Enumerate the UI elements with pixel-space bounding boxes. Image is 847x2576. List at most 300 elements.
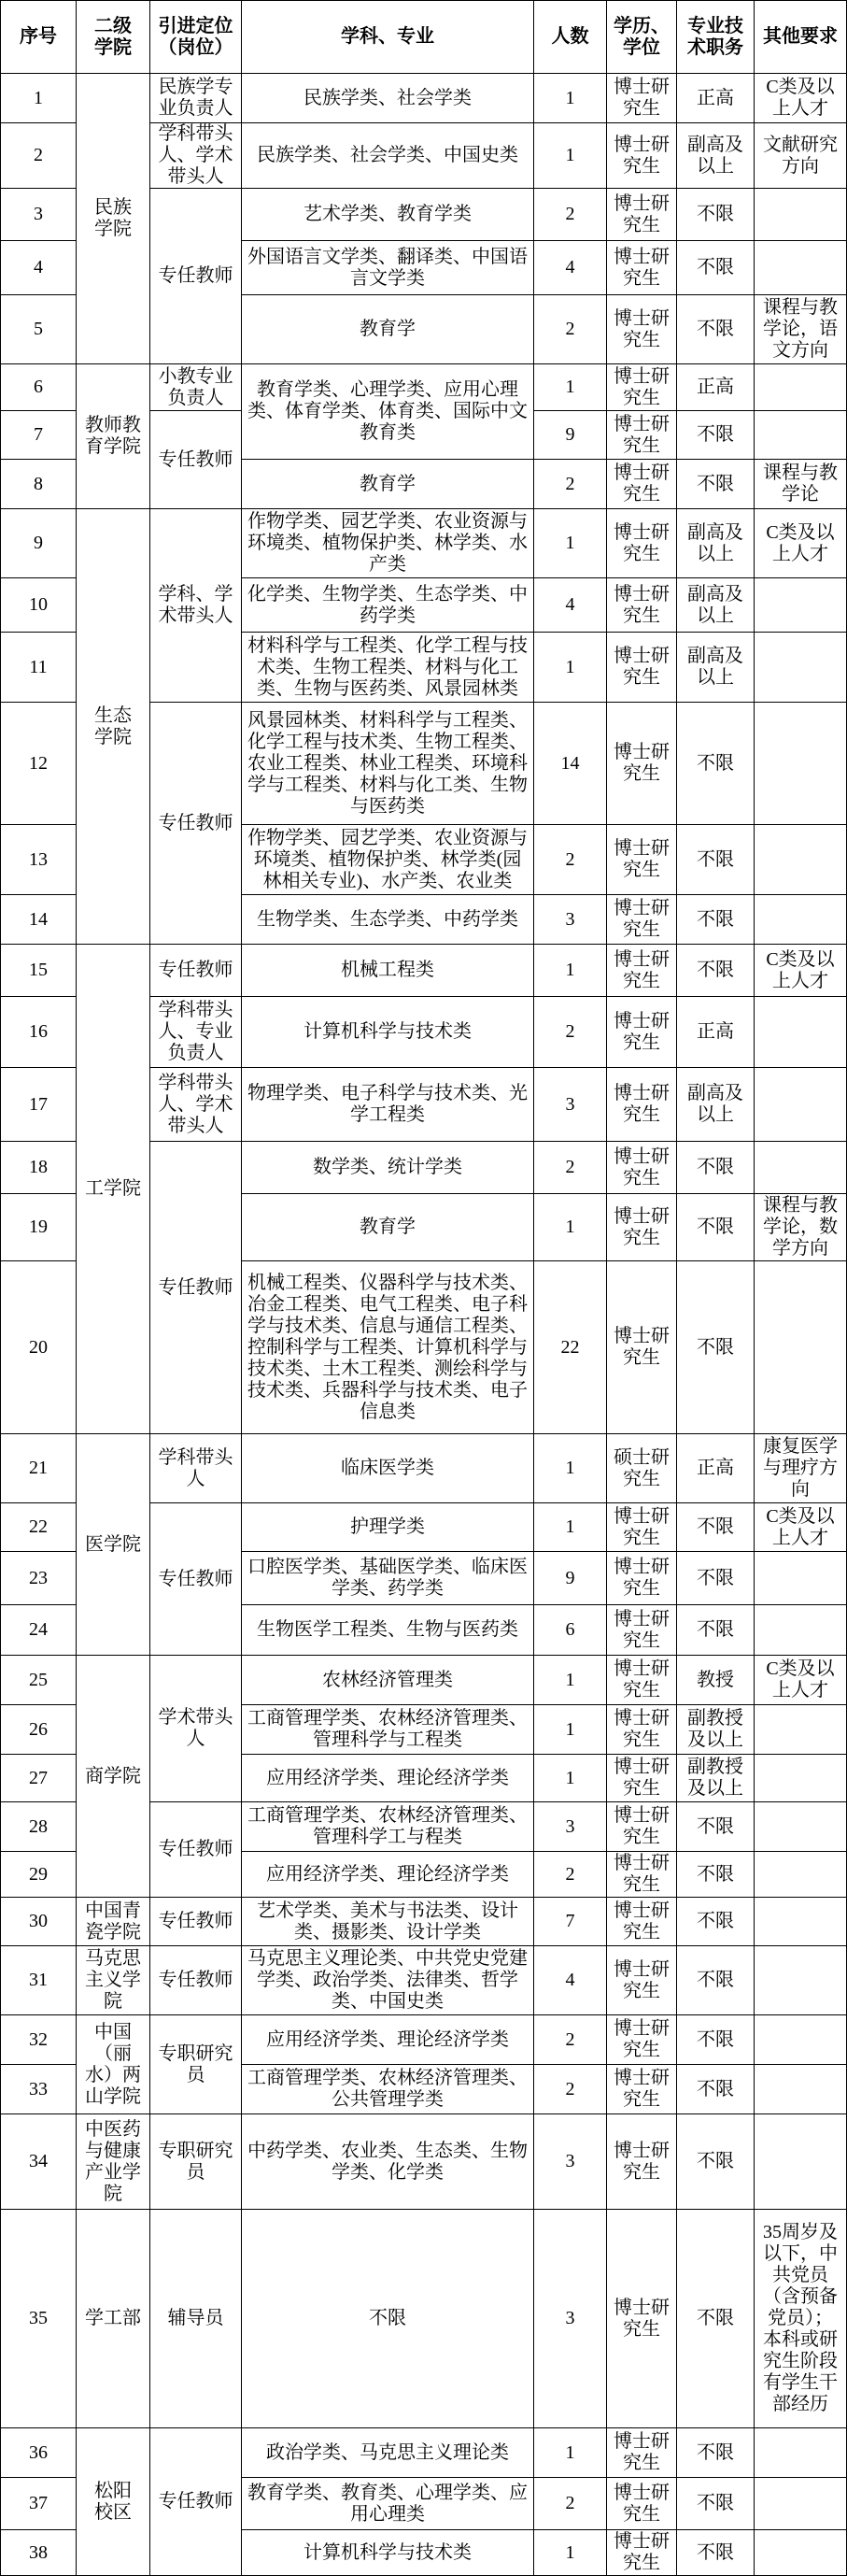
degree-text: 博士研究生: [614, 1658, 670, 1701]
degree-cell: [607, 295, 677, 364]
count-cell: [534, 2210, 607, 2428]
no-text: 38: [29, 2541, 48, 2563]
title-cell: [677, 1656, 755, 1705]
count-text: 9: [565, 424, 575, 445]
degree-cell: [607, 1705, 677, 1755]
count-text: 3: [565, 1093, 575, 1115]
title-cell: [677, 460, 755, 509]
count-text: 4: [565, 1970, 575, 1990]
other-cell: [755, 1503, 847, 1552]
count-text: 2: [565, 1863, 575, 1885]
no-cell: [1, 2114, 77, 2210]
no-text: 3: [34, 204, 43, 224]
title-cell: [677, 74, 755, 123]
no-cell: [1, 1802, 77, 1852]
header-other: [755, 1, 847, 74]
subject-cell: [242, 1946, 534, 2015]
subject-text: 农林经济管理类: [322, 1669, 453, 1690]
title-cell: [677, 411, 755, 460]
subject-text: 护理学类: [350, 1516, 425, 1537]
position-cell: [150, 703, 242, 945]
header-subject-text: 学科、专业: [341, 26, 434, 47]
subject-text: 教育学: [360, 319, 416, 339]
title-text: 不限: [697, 908, 734, 930]
title-cell: [677, 825, 755, 895]
title-text: 副高及以上: [687, 1083, 743, 1125]
subject-text: 计算机科学与技术类: [304, 2541, 472, 2563]
subject-cell: [242, 241, 534, 295]
title-cell: [677, 2478, 755, 2530]
subject-cell: [242, 2065, 534, 2114]
other-cell: [755, 633, 847, 703]
title-text: 正高: [697, 1458, 734, 1478]
other-cell: [755, 1552, 847, 1605]
no-text: 28: [29, 1815, 48, 1837]
title-text: 不限: [697, 1815, 734, 1837]
subject-text: 工商管理学类、农林经济管理类、管理科学工与程类: [247, 1805, 528, 1847]
degree-cell: [607, 633, 677, 703]
subject-cell: [242, 895, 534, 945]
header-title-text: 专业技术职务: [687, 15, 743, 58]
degree-text: 博士研究生: [614, 948, 670, 991]
other-cell: [755, 1898, 847, 1946]
subject-cell: [242, 2530, 534, 2576]
header-subject: [242, 1, 534, 74]
no-cell: [1, 2478, 77, 2530]
header-college-text: 二级学院: [94, 15, 132, 58]
degree-text: 博士研究生: [614, 1805, 670, 1847]
degree-cell: [607, 1142, 677, 1194]
count-text: 1: [565, 533, 575, 553]
no-cell: [1, 1605, 77, 1656]
subject-cell: [242, 74, 534, 123]
position-text: 学科带头人、专业负责人: [158, 1000, 233, 1063]
degree-cell: [607, 945, 677, 997]
no-text: 2: [34, 145, 43, 165]
no-cell: [1, 460, 77, 509]
title-cell: [677, 1142, 755, 1194]
no-cell: [1, 1434, 77, 1503]
other-cell: [755, 1656, 847, 1705]
subject-text: 外国语言文学类、翻译类、中国语言文学类: [247, 246, 528, 289]
subject-cell: [242, 825, 534, 895]
subject-text: 教育学: [360, 473, 416, 494]
title-cell: [677, 633, 755, 703]
count-cell: [534, 1705, 607, 1755]
count-cell: [534, 1503, 607, 1552]
header-degree-text: 学历、学位: [614, 15, 670, 58]
position-text: 学科、学术带头人: [158, 584, 233, 626]
college-text: 马克思主义学院: [85, 1948, 141, 2012]
college-text: 医学院: [85, 1533, 141, 1555]
degree-text: 博士研究生: [614, 1083, 670, 1125]
title-cell: [677, 1755, 755, 1802]
no-text: 5: [34, 319, 43, 339]
other-cell: [755, 2065, 847, 2114]
count-text: 9: [565, 1567, 575, 1588]
title-text: 不限: [697, 2078, 734, 2099]
subject-text: 工商管理学类、农林经济管理类、管理科学与工程类: [247, 1708, 528, 1750]
other-cell: [755, 1068, 847, 1142]
title-text: 不限: [697, 204, 734, 224]
degree-text: 博士研究生: [614, 1853, 670, 1895]
degree-text: 博士研究生: [614, 246, 670, 289]
other-cell: [755, 895, 847, 945]
count-cell: [534, 2428, 607, 2478]
count-text: 7: [565, 1911, 575, 1931]
other-cell: [755, 825, 847, 895]
position-cell: [150, 1898, 242, 1946]
college-text: 民族学院: [94, 197, 132, 239]
degree-cell: [607, 997, 677, 1068]
title-cell: [677, 241, 755, 295]
degree-text: 博士研究生: [614, 521, 670, 564]
college-cell: [77, 74, 150, 364]
count-cell: [534, 2015, 607, 2065]
count-cell: [534, 364, 607, 411]
college-text: 工学院: [85, 1178, 141, 1199]
count-text: 3: [565, 908, 575, 930]
no-text: 12: [29, 752, 48, 774]
no-text: 13: [29, 848, 48, 870]
no-cell: [1, 2015, 77, 2065]
count-text: 3: [565, 1815, 575, 1837]
other-cell: [755, 2114, 847, 2210]
subject-cell: [242, 2015, 534, 2065]
subject-text: 民族学类、社会学类、中国史类: [257, 145, 518, 165]
title-text: 不限: [697, 2441, 734, 2463]
degree-text: 博士研究生: [614, 1557, 670, 1599]
other-cell: [755, 295, 847, 364]
title-text: 不限: [697, 2493, 734, 2513]
count-cell: [534, 411, 607, 460]
college-cell: [77, 1434, 150, 1656]
count-cell: [534, 895, 607, 945]
no-text: 29: [29, 1863, 48, 1885]
position-cell: [150, 74, 242, 123]
header-position-text: 引进定位（岗位）: [158, 15, 233, 58]
degree-cell: [607, 1898, 677, 1946]
count-text: 2: [565, 1021, 575, 1042]
position-text: 专任教师: [158, 1911, 233, 1931]
subject-cell: [242, 1852, 534, 1898]
subject-text: 应用经济学类、理论经济学类: [266, 1863, 509, 1885]
degree-cell: [607, 703, 677, 825]
no-text: 26: [29, 1718, 48, 1740]
position-cell: [150, 1503, 242, 1656]
title-cell: [677, 578, 755, 633]
subject-cell: [242, 2428, 534, 2478]
header-title: [677, 1, 755, 74]
position-cell: [150, 945, 242, 997]
count-cell: [534, 1552, 607, 1605]
degree-cell: [607, 2210, 677, 2428]
subject-cell: [242, 945, 534, 997]
college-cell: [77, 2210, 150, 2428]
title-cell: [677, 945, 755, 997]
subject-cell: [242, 1656, 534, 1705]
no-text: 36: [29, 2441, 48, 2463]
other-cell: [755, 1705, 847, 1755]
degree-text: 博士研究生: [614, 646, 670, 688]
subject-cell: [242, 460, 534, 509]
no-cell: [1, 2065, 77, 2114]
other-text: 课程与教学论，语文方向: [763, 297, 838, 361]
title-text: 副高及以上: [687, 583, 743, 626]
title-cell: [677, 364, 755, 411]
position-cell: [150, 1802, 242, 1898]
other-cell: [755, 1852, 847, 1898]
title-cell: [677, 189, 755, 241]
title-cell: [677, 997, 755, 1068]
title-cell: [677, 1068, 755, 1142]
header-degree: [607, 1, 677, 74]
other-text: 康复医学与理疗方向: [763, 1436, 838, 1500]
degree-text: 博士研究生: [614, 1326, 670, 1368]
no-cell: [1, 578, 77, 633]
position-text: 学术带头人: [158, 1707, 233, 1749]
degree-text: 博士研究生: [614, 2431, 670, 2473]
other-cell: [755, 364, 847, 411]
no-cell: [1, 1194, 77, 1261]
no-cell: [1, 1656, 77, 1705]
header-no: [1, 1, 77, 74]
header-count: [534, 1, 607, 74]
subject-cell: [242, 2478, 534, 2530]
degree-cell: [607, 1261, 677, 1434]
no-cell: [1, 1068, 77, 1142]
no-cell: [1, 1503, 77, 1552]
other-text: 课程与教学论: [763, 463, 838, 505]
header-position: [150, 1, 242, 74]
no-text: 34: [29, 2151, 48, 2171]
other-text: C类及以上人才: [766, 1658, 835, 1701]
no-cell: [1, 895, 77, 945]
count-cell: [534, 1068, 607, 1142]
other-cell: [755, 241, 847, 295]
subject-text: 生物学类、生态学类、中药学类: [257, 908, 518, 930]
subject-cell: [242, 1434, 534, 1503]
subject-text: 不限: [369, 2308, 406, 2328]
subject-text: 艺术学类、美术与书法类、设计类、摄影类、设计学类: [257, 1900, 518, 1943]
degree-text: 博士研究生: [614, 463, 670, 505]
other-cell: [755, 1802, 847, 1852]
no-cell: [1, 509, 77, 578]
subject-cell: [242, 1755, 534, 1802]
no-text: 14: [29, 908, 48, 930]
degree-text: 博士研究生: [614, 134, 670, 177]
count-text: 6: [565, 1619, 575, 1640]
subject-cell: [242, 2114, 534, 2210]
subject-text: 工商管理学类、农林经济管理类、公共管理学类: [247, 2068, 528, 2110]
degree-cell: [607, 241, 677, 295]
degree-text: 博士研究生: [614, 1608, 670, 1651]
count-text: 1: [565, 1217, 575, 1237]
other-text: C类及以上人才: [766, 77, 835, 119]
no-cell: [1, 1142, 77, 1194]
no-text: 7: [34, 424, 43, 445]
count-cell: [534, 1605, 607, 1656]
no-text: 21: [29, 1458, 48, 1478]
degree-cell: [607, 578, 677, 633]
title-cell: [677, 1261, 755, 1434]
degree-cell: [607, 74, 677, 123]
college-cell: [77, 2114, 150, 2210]
count-text: 2: [565, 848, 575, 870]
subject-text: 机械工程类: [341, 960, 434, 980]
count-cell: [534, 2478, 607, 2530]
title-cell: [677, 1802, 755, 1852]
count-text: 1: [565, 1767, 575, 1788]
position-text: 民族学专业负责人: [158, 77, 233, 119]
count-cell: [534, 1898, 607, 1946]
no-cell: [1, 74, 77, 123]
college-cell: [77, 2428, 150, 2576]
subject-cell: [242, 633, 534, 703]
title-cell: [677, 2015, 755, 2065]
degree-text: 博士研究生: [614, 898, 670, 940]
title-cell: [677, 2210, 755, 2428]
position-text: 专任教师: [158, 1839, 233, 1859]
position-text: 专职研究员: [158, 2042, 233, 2085]
degree-cell: [607, 1605, 677, 1656]
count-cell: [534, 1946, 607, 2015]
count-text: 2: [565, 473, 575, 494]
title-text: 副高及以上: [687, 521, 743, 564]
title-text: 不限: [697, 319, 734, 339]
other-cell: [755, 997, 847, 1068]
other-text: C类及以上人才: [766, 1505, 835, 1548]
other-cell: [755, 74, 847, 123]
subject-cell: [242, 1068, 534, 1142]
title-text: 不限: [697, 1157, 734, 1177]
other-cell: [755, 1605, 847, 1656]
degree-text: 硕士研究生: [614, 1446, 670, 1489]
college-cell: [77, 1898, 150, 1946]
degree-text: 博士研究生: [614, 2297, 670, 2340]
no-cell: [1, 123, 77, 189]
title-text: 正高: [697, 377, 734, 397]
no-cell: [1, 1946, 77, 2015]
count-cell: [534, 1656, 607, 1705]
title-cell: [677, 2065, 755, 2114]
count-text: 1: [565, 2441, 575, 2463]
header-count-text: 人数: [551, 26, 589, 47]
degree-cell: [607, 1503, 677, 1552]
position-text: 专任教师: [158, 812, 233, 833]
position-cell: [150, 1656, 242, 1802]
title-cell: [677, 1552, 755, 1605]
subject-text: 数学类、统计学类: [313, 1157, 462, 1177]
degree-text: 博士研究生: [614, 1146, 670, 1188]
other-cell: [755, 2210, 847, 2428]
degree-cell: [607, 1552, 677, 1605]
position-cell: [150, 1434, 242, 1503]
degree-text: 博士研究生: [614, 742, 670, 784]
position-cell: [150, 2210, 242, 2428]
degree-cell: [607, 509, 677, 578]
count-cell: [534, 633, 607, 703]
title-cell: [677, 123, 755, 189]
other-cell: [755, 2478, 847, 2530]
degree-cell: [607, 2015, 677, 2065]
count-cell: [534, 945, 607, 997]
subject-text: 机械工程类、仪器科学与技术类、冶金工程类、电气工程类、电子科学与技术类、信息与通信工程类、控制科学与工程类、计算机科学与技术类、土木工程类、测绘科学与技术类、兵器科学与技术类、电子信息类: [247, 1272, 528, 1422]
degree-cell: [607, 1852, 677, 1898]
no-cell: [1, 295, 77, 364]
subject-text: 教育学: [360, 1217, 416, 1237]
no-text: 8: [34, 473, 43, 494]
no-text: 27: [29, 1767, 48, 1788]
subject-cell: [242, 2210, 534, 2428]
no-text: 30: [29, 1911, 48, 1931]
other-cell: [755, 1434, 847, 1503]
degree-cell: [607, 189, 677, 241]
position-text: 学科带头人: [158, 1446, 233, 1489]
count-text: 2: [565, 204, 575, 224]
no-text: 18: [29, 1157, 48, 1177]
no-cell: [1, 1552, 77, 1605]
other-cell: [755, 703, 847, 825]
title-text: 不限: [697, 848, 734, 870]
count-text: 1: [565, 1458, 575, 1478]
subject-cell: [242, 1194, 534, 1261]
title-cell: [677, 509, 755, 578]
title-text: 副高及以上: [687, 646, 743, 688]
position-cell: [150, 997, 242, 1068]
subject-cell: [242, 703, 534, 825]
no-text: 25: [29, 1669, 48, 1690]
degree-text: 博士研究生: [614, 1757, 670, 1799]
other-cell: [755, 2015, 847, 2065]
position-text: 专任教师: [158, 448, 233, 470]
college-text: 中医药与健康产业学院: [85, 2118, 141, 2204]
count-cell: [534, 509, 607, 578]
position-cell: [150, 2428, 242, 2576]
position-text: 辅导员: [167, 2308, 224, 2328]
college-cell: [77, 945, 150, 1434]
title-cell: [677, 703, 755, 825]
position-text: 专任教师: [158, 1276, 233, 1298]
other-cell: [755, 2530, 847, 2576]
degree-cell: [607, 895, 677, 945]
subject-cell: [242, 123, 534, 189]
degree-cell: [607, 2065, 677, 2114]
other-cell: [755, 1142, 847, 1194]
degree-cell: [607, 1434, 677, 1503]
count-cell: [534, 74, 607, 123]
position-text: 学科带头人、学术带头人: [158, 123, 233, 187]
count-text: 1: [565, 87, 575, 108]
college-cell: [77, 364, 150, 509]
position-cell: [150, 1946, 242, 2015]
degree-text: 博士研究生: [614, 1010, 670, 1053]
degree-text: 博士研究生: [614, 2018, 670, 2060]
college-text: 教师教育学院: [85, 415, 141, 457]
count-text: 2: [565, 319, 575, 339]
count-text: 2: [565, 1157, 575, 1177]
degree-cell: [607, 825, 677, 895]
count-cell: [534, 825, 607, 895]
no-text: 4: [34, 257, 43, 278]
no-cell: [1, 189, 77, 241]
other-cell: [755, 2428, 847, 2478]
no-text: 37: [29, 2493, 48, 2513]
other-cell: [755, 945, 847, 997]
no-text: 22: [29, 1516, 48, 1537]
count-text: 3: [565, 2151, 575, 2171]
no-text: 17: [29, 1093, 48, 1115]
